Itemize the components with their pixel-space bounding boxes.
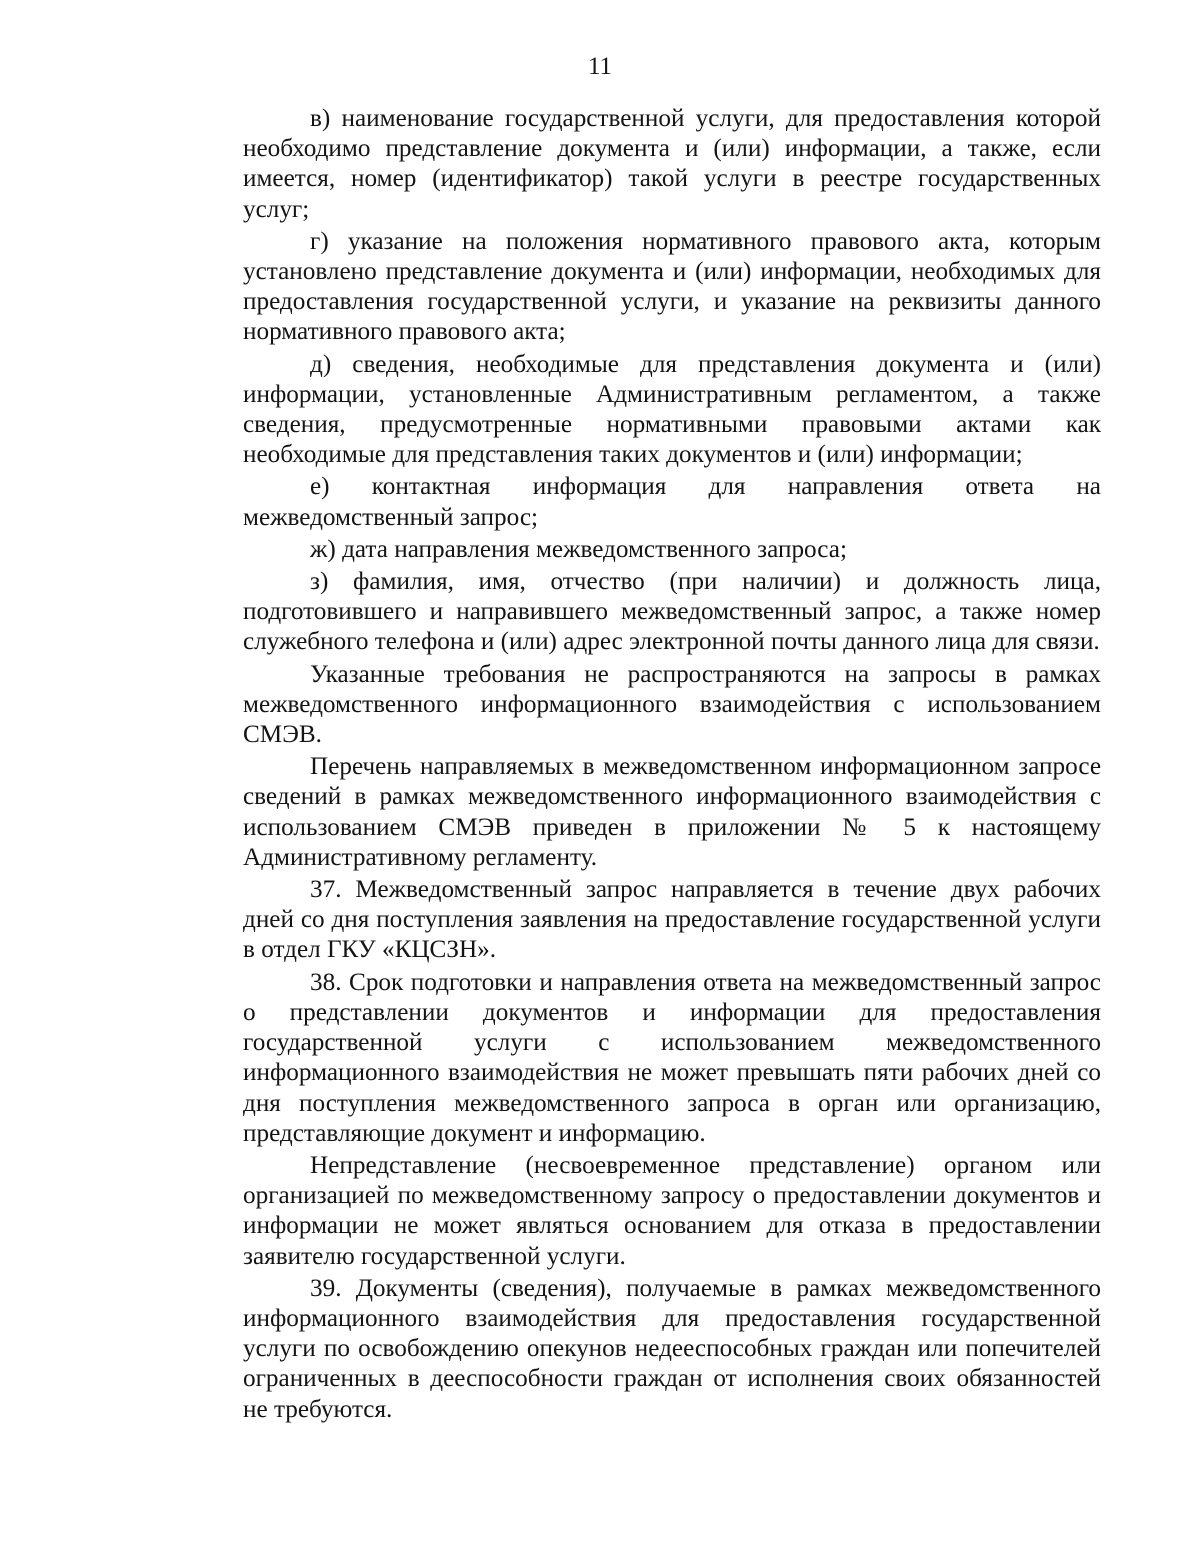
paragraph-non-submission: Непредставление (несвоевременное представление) органом или организацией по межведомственному запросу о предоставлении документов и информации не может являться основанием для отказа в предоставлении заявителю государственной услуги. [243, 1151, 1101, 1270]
paragraph-item-e: е) контактная информация для направления ответа на межведомственный запрос; [243, 473, 1101, 531]
paragraph-item-z: з) фамилия, имя, отчество (при наличии) и должность лица, подготовившего и направившего межведомственный запрос, а также номер служебного телефона и (или) адрес электронной почты данного лица для связи. [243, 568, 1101, 656]
paragraph-item-d: д) сведения, необходимые для представления документа и (или) информации, установленные Административным регламентом, а также сведения, предусмотренные нормативными правовыми актами как необходимые для представления таких документов и (или) информации; [243, 350, 1101, 469]
paragraph-clause-39: 39. Документы (сведения), получаемые в рамках межведомственного информационного взаимодействия для предоставления государственной услуги по освобождению опекунов недееспособных граждан или попечителей ограниченных в дееспособности граждан от исполнения своих обязанностей не требуются. [243, 1274, 1101, 1423]
paragraph-item-g: г) указание на положения нормативного правового акта, которым установлено представление документа и (или) информации, необходимых для предоставления государственной услуги, и указание на реквизиты данного нормативного правового акта; [243, 227, 1101, 346]
page-number: 11 [587, 53, 613, 80]
paragraph-clause-37: 37. Межведомственный запрос направляется в течение двух рабочих дней со дня поступления заявления на предоставление государственной услуги в отдел ГКУ «КЦСЗН». [243, 876, 1101, 964]
paragraph-item-v: в) наименование государственной услуги, для предоставления которой необходимо представление документа и (или) информации, а также, если имеется, номер (идентификатор) такой услуги в реестре государственных услуг; [243, 105, 1101, 223]
paragraph-clause-38: 38. Срок подготовки и направления ответа на межведомственный запрос о представлении документов и информации для предоставления государственной услуги с использованием межведомственного информационного взаимодействия не может превышать пяти рабочих дней со дня поступления межведомственного запроса в орган или организацию, представляющие документ и информацию. [243, 968, 1101, 1147]
document-body [243, 104, 1101, 1427]
paragraph-item-zh: ж) дата направления межведомственного запроса; [310, 535, 847, 563]
paragraph-requirements-note: Указанные требования не распространяются на запросы в рамках межведомственного информационного взаимодействия с использованием СМЭВ. [243, 660, 1101, 749]
paragraph-smev-list: Перечень направляемых в межведомственном информационном запросе сведений в рамках межведомственного информационного взаимодействия с использованием СМЭВ приведен в приложении № 5 к настоящему Административному регламенту. [243, 753, 1101, 871]
